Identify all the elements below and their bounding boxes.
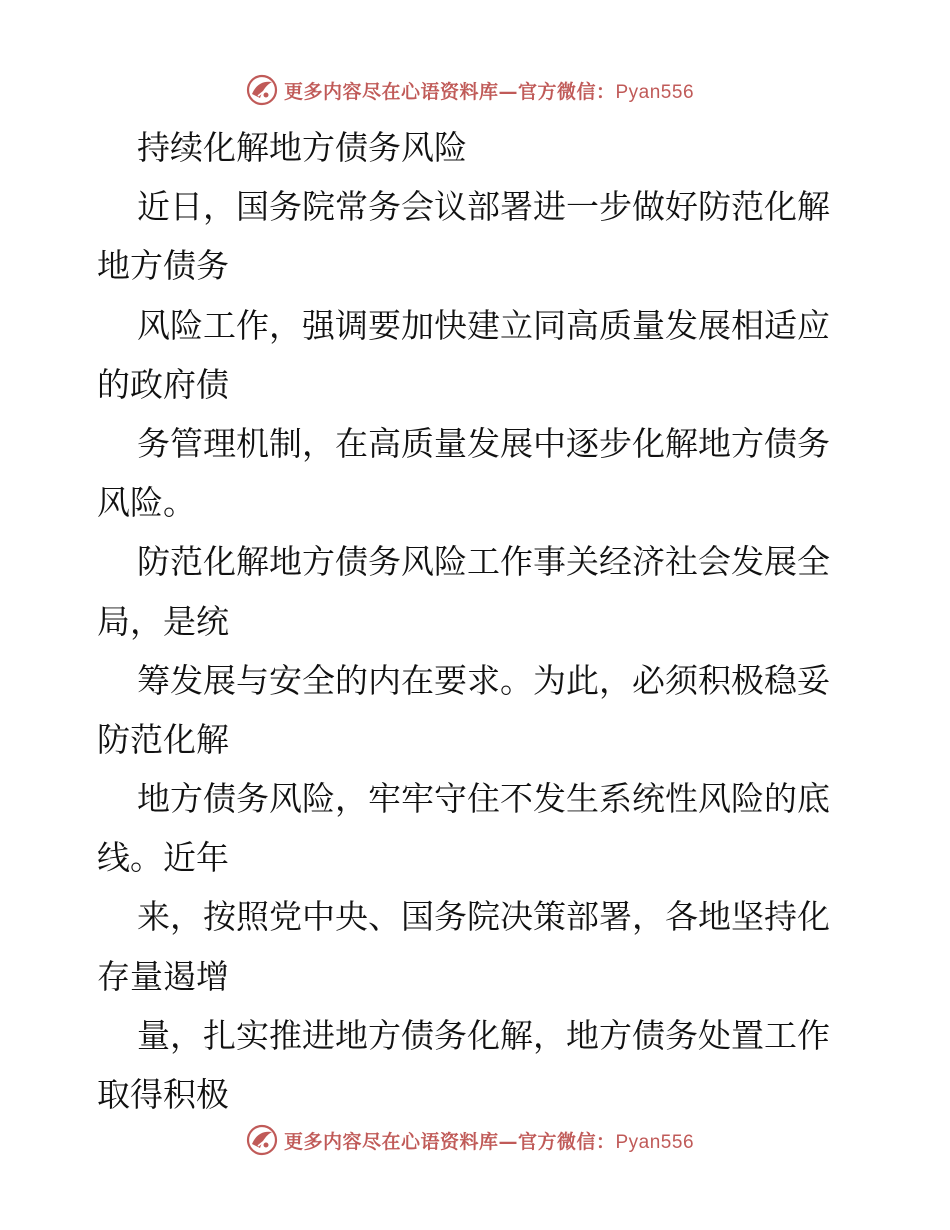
header-watermark bbox=[0, 70, 950, 110]
text-line: 防范化解 bbox=[97, 719, 229, 759]
watermark-text-cn: 更多内容尽在心语资料库—官方微信： bbox=[283, 80, 616, 103]
text-line: 风险工作，强调要加快建立同高质量发展相适应 bbox=[137, 305, 830, 345]
watermark-wechat-id: Pyan556 bbox=[615, 81, 695, 103]
text-line: 地方债务 bbox=[97, 246, 229, 286]
watermark-wechat-id: Pyan556 bbox=[615, 1131, 695, 1153]
text-line: 近日，国务院常务会议部署进一步做好防范化解 bbox=[137, 187, 830, 227]
doc-title: 持续化解地方债务风险 bbox=[137, 128, 467, 167]
footer-watermark bbox=[0, 1120, 950, 1160]
text-line: 线。近年 bbox=[97, 838, 229, 878]
text-line: 的政府债 bbox=[97, 364, 229, 404]
seal-logo-icon bbox=[246, 74, 278, 106]
text-line: 存量遏增 bbox=[97, 956, 229, 996]
text-line: 筹发展与安全的内在要求。为此，必须积极稳妥 bbox=[137, 660, 830, 700]
watermark-content bbox=[246, 74, 694, 106]
text-line: 局，是统 bbox=[97, 601, 229, 641]
text-line: 来，按照党中央、国务院决策部署，各地坚持化 bbox=[137, 897, 830, 937]
watermark-text bbox=[284, 77, 694, 104]
watermark-text-cn: 更多内容尽在心语资料库—官方微信： bbox=[283, 1130, 616, 1153]
seal-logo-icon bbox=[246, 1124, 278, 1156]
text-line: 风险。 bbox=[97, 483, 196, 523]
document-body bbox=[97, 118, 857, 1124]
text-line: 地方债务风险，牢牢守住不发生系统性风险的底 bbox=[137, 779, 830, 819]
watermark-content bbox=[246, 1124, 694, 1156]
text-line: 量，扎实推进地方债务化解，地方债务处置工作 bbox=[137, 1015, 830, 1055]
text-line: 防范化解地方债务风险工作事关经济社会发展全 bbox=[137, 542, 830, 582]
text-line: 务管理机制，在高质量发展中逐步化解地方债务 bbox=[137, 423, 830, 463]
watermark-text bbox=[284, 1127, 694, 1154]
text-line: 取得积极 bbox=[97, 1075, 229, 1114]
